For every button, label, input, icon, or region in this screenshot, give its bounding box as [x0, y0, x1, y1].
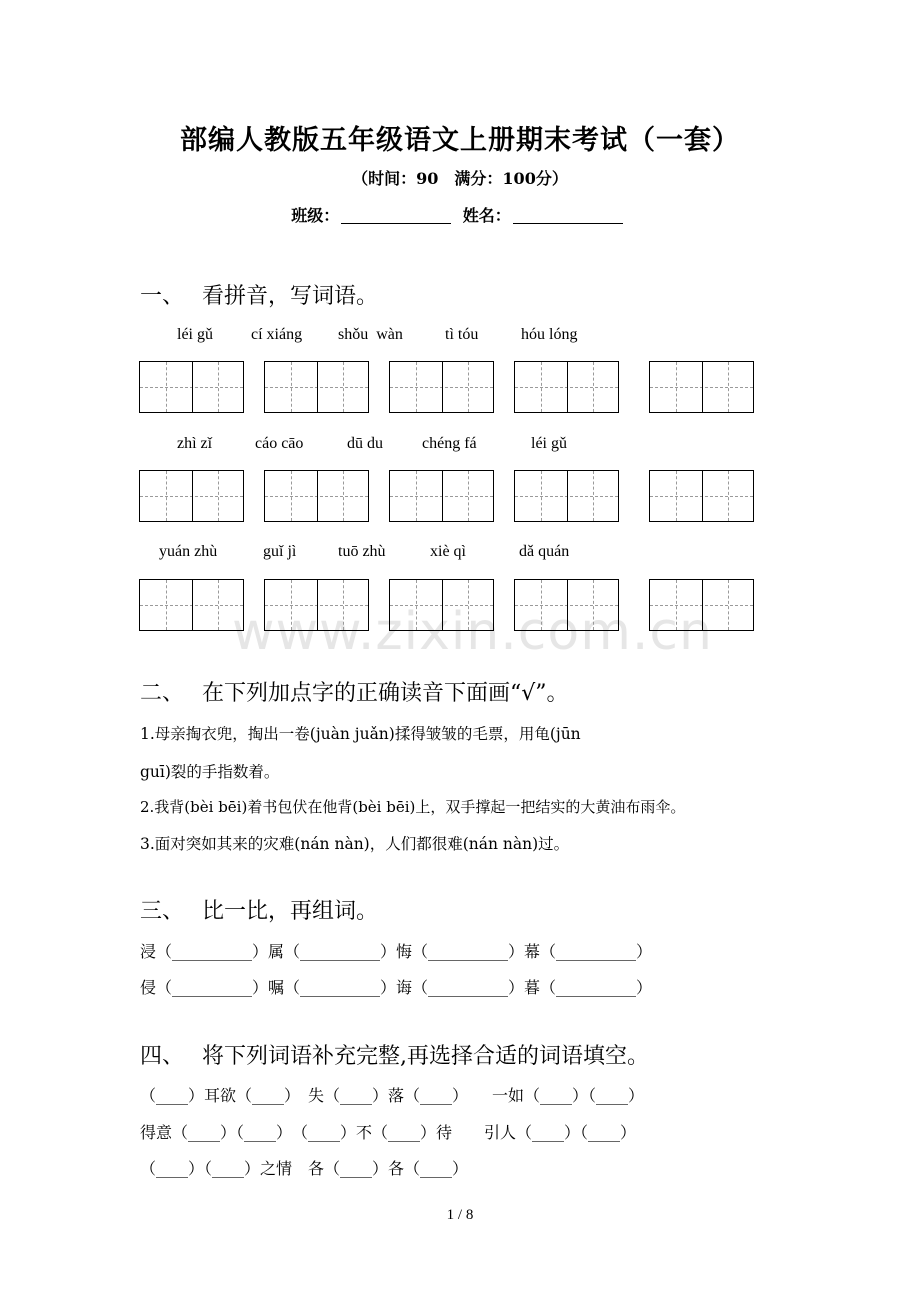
writing-grid[interactable] — [139, 470, 244, 522]
section4-number: 四、 — [140, 1044, 185, 1069]
section3-heading — [140, 894, 378, 925]
pinyin-label: shǒu wàn — [338, 326, 403, 343]
idiom-row: 得意（____）（____） （____）不（____）待 引人（____）（____） — [140, 1123, 637, 1142]
class-label: 班级： — [291, 206, 340, 225]
section1-title: 看拼音，写词语。 — [202, 284, 379, 309]
pinyin-label: cí xiáng — [251, 326, 303, 343]
section2-line: guī)裂的手指数着。 — [140, 763, 280, 781]
section2-line: 2.我背(bèi bēi)着书包伏在他背(bèi bēi)上，双手撑起一把结实的大黄油布雨伞。 — [140, 798, 686, 816]
student-info-line — [0, 203, 920, 226]
pinyin-label: yuán zhù — [159, 543, 218, 560]
watermark: www.zixin.com.cn — [232, 602, 713, 662]
writing-grid[interactable] — [264, 579, 369, 631]
pinyin-label: xiè qì — [430, 543, 466, 560]
pinyin-label: guǐ jì — [263, 543, 297, 560]
writing-grid[interactable] — [649, 579, 754, 631]
pinyin-label: dǎ quán — [519, 543, 570, 560]
page-title: 部编人教版五年级语文上册期末考试（一套） — [180, 125, 740, 156]
section2-heading — [140, 676, 569, 707]
page-number: 1 / 8 — [446, 1207, 474, 1223]
name-blank[interactable] — [513, 207, 623, 224]
pinyin-label: chéng fá — [422, 435, 477, 452]
pinyin-label: cáo cāo — [255, 435, 304, 452]
idiom-row: （____）耳欲（____） 失（____）落（____） 一如（____）（____） — [140, 1086, 645, 1105]
pinyin-label: tuō zhù — [338, 543, 386, 560]
writing-grid[interactable] — [649, 470, 754, 522]
section4-title: 将下列词语补充完整,再选择合适的词语填空。 — [202, 1044, 649, 1069]
writing-grid[interactable] — [389, 470, 494, 522]
pinyin-label: léi gǔ — [531, 435, 567, 452]
writing-grid[interactable] — [514, 579, 619, 631]
pinyin-label: zhì zǐ — [177, 435, 213, 452]
writing-grid[interactable] — [649, 361, 754, 413]
idiom-row: （____）（____）之情 各（____）各（____） — [140, 1159, 469, 1178]
section1-heading — [140, 279, 378, 310]
writing-grid[interactable] — [264, 361, 369, 413]
section2-line: 3.面对突如其来的灾难(nán nàn)，人们都很难(nán nàn)过。 — [140, 835, 570, 853]
class-blank[interactable] — [341, 207, 451, 224]
writing-grid[interactable] — [139, 361, 244, 413]
pinyin-label: léi gǔ — [177, 326, 213, 343]
pinyin-label: hóu lóng — [521, 326, 578, 343]
writing-grid[interactable] — [514, 361, 619, 413]
writing-grid[interactable] — [514, 470, 619, 522]
writing-grid[interactable] — [389, 579, 494, 631]
section2-line: 1.母亲掏衣兜，掏出一卷(juàn juǎn)揉得皱皱的毛票，用龟(jūn — [140, 725, 581, 743]
writing-grid[interactable] — [389, 361, 494, 413]
exam-info: （时间：90 满分：100分） — [352, 169, 568, 188]
section2-title: 在下列加点字的正确读音下面画“√”。 — [202, 681, 569, 706]
section3-number: 三、 — [140, 899, 185, 924]
writing-grid[interactable] — [264, 470, 369, 522]
compare-row: 侵（__________）嘱（__________）诲（__________）暮（__________） — [140, 978, 653, 997]
section2-number: 二、 — [140, 681, 185, 706]
section1-number: 一、 — [140, 284, 185, 309]
section4-heading — [140, 1039, 649, 1070]
pinyin-label: tì tóu — [445, 326, 479, 343]
name-label: 姓名： — [462, 206, 511, 225]
section3-title: 比一比，再组词。 — [202, 899, 379, 924]
pinyin-label: dū du — [347, 435, 383, 452]
writing-grid[interactable] — [139, 579, 244, 631]
compare-row: 浸（__________）属（__________）悔（__________）幕（__________） — [140, 942, 653, 961]
